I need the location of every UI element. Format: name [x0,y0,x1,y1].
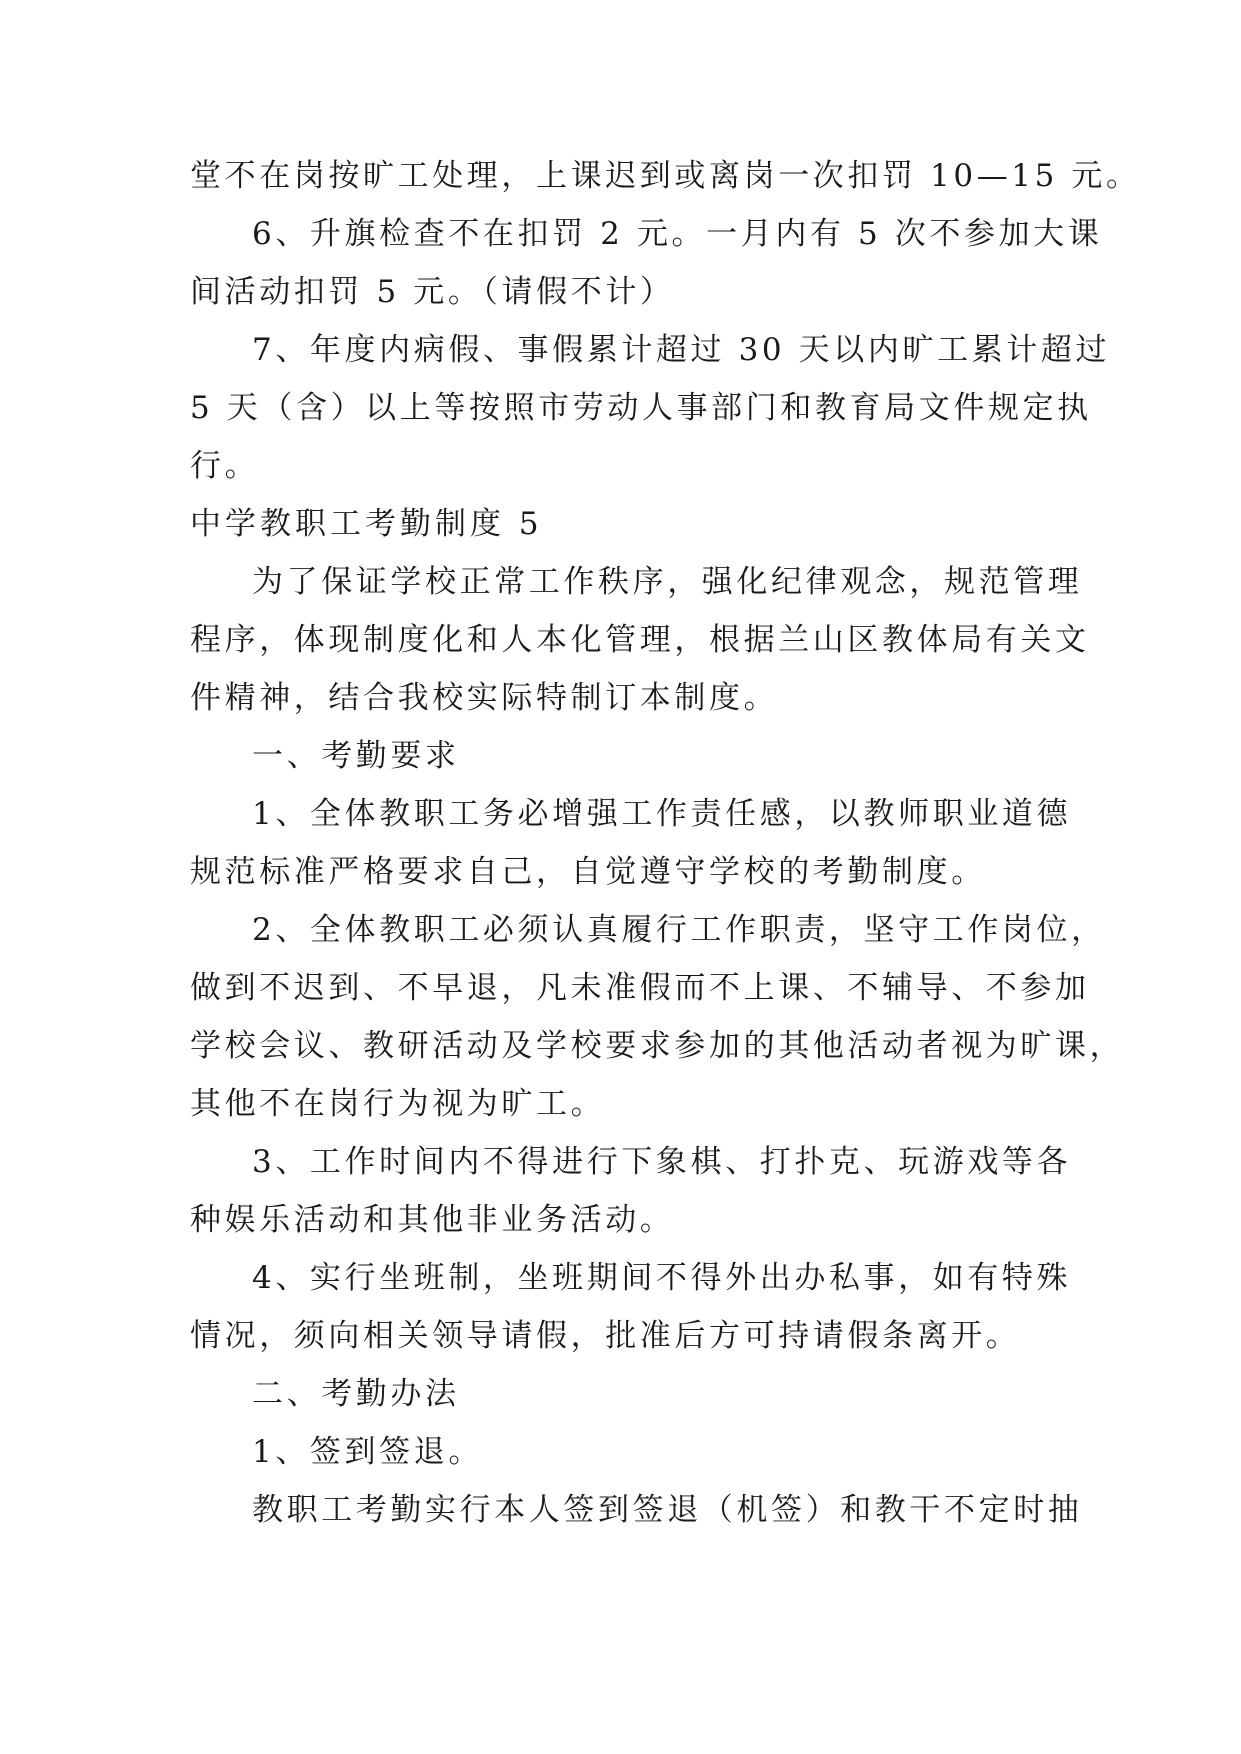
method-item-1: 1、签到签退。 [252,1434,483,1470]
section-heading-attendance-requirements: 一、考勤要求 [252,738,460,774]
paragraph-line: 种娱乐活动和其他非业务活动。 [190,1202,675,1238]
intro-paragraph: 为了保证学校正常工作秩序，强化纪律观念，规范管理 [252,564,1083,600]
paragraph-line: 学校会议、教研活动及学校要求参加的其他活动者视为旷课， [190,1028,1125,1064]
paragraph-line: 间活动扣罚 5 元。（请假不计） [190,274,675,310]
requirement-item-3: 3、工作时间内不得进行下象棋、打扑克、玩游戏等各 [252,1144,1072,1180]
requirement-item-2: 2、全体教职工必须认真履行工作职责，坚守工作岗位， [252,912,1106,948]
paragraph-line: 行。 [190,448,260,484]
paragraph-line: 堂不在岗按旷工处理，上课迟到或离岗一次扣罚 10—15 元。 [190,158,1141,194]
paragraph-line: 件精神，结合我校实际特制订本制度。 [190,680,779,716]
paragraph-line: 规范标准严格要求自己，自觉遵守学校的考勤制度。 [190,854,986,890]
paragraph-line: 5 天（含）以上等按照市劳动人事部门和教育局文件规定执 [190,390,1092,426]
paragraph-line: 情况，须向相关领导请假，批准后方可持请假条离开。 [190,1318,1021,1354]
rule-item-6: 6、升旗检查不在扣罚 2 元。一月内有 5 次不参加大课 [252,216,1103,252]
paragraph-line: 程序，体现制度化和人本化管理，根据兰山区教体局有关文 [190,622,1090,658]
paragraph-line: 其他不在岗行为视为旷工。 [190,1086,606,1122]
requirement-item-1: 1、全体教职工务必增强工作责任感，以教师职业道德 [252,796,1072,832]
rule-item-7: 7、年度内病假、事假累计超过 30 天以内旷工累计超过 [252,332,1111,368]
paragraph-line: 教职工考勤实行本人签到签退（机签）和教干不定时抽 [252,1492,1083,1528]
paragraph-line: 做到不迟到、不早退，凡未准假而不上课、不辅导、不参加 [190,970,1090,1006]
section-heading-attendance-methods: 二、考勤办法 [252,1376,460,1412]
section-title: 中学教职工考勤制度 5 [190,506,543,542]
requirement-item-4: 4、实行坐班制，坐班期间不得外出办私事，如有特殊 [252,1260,1072,1296]
